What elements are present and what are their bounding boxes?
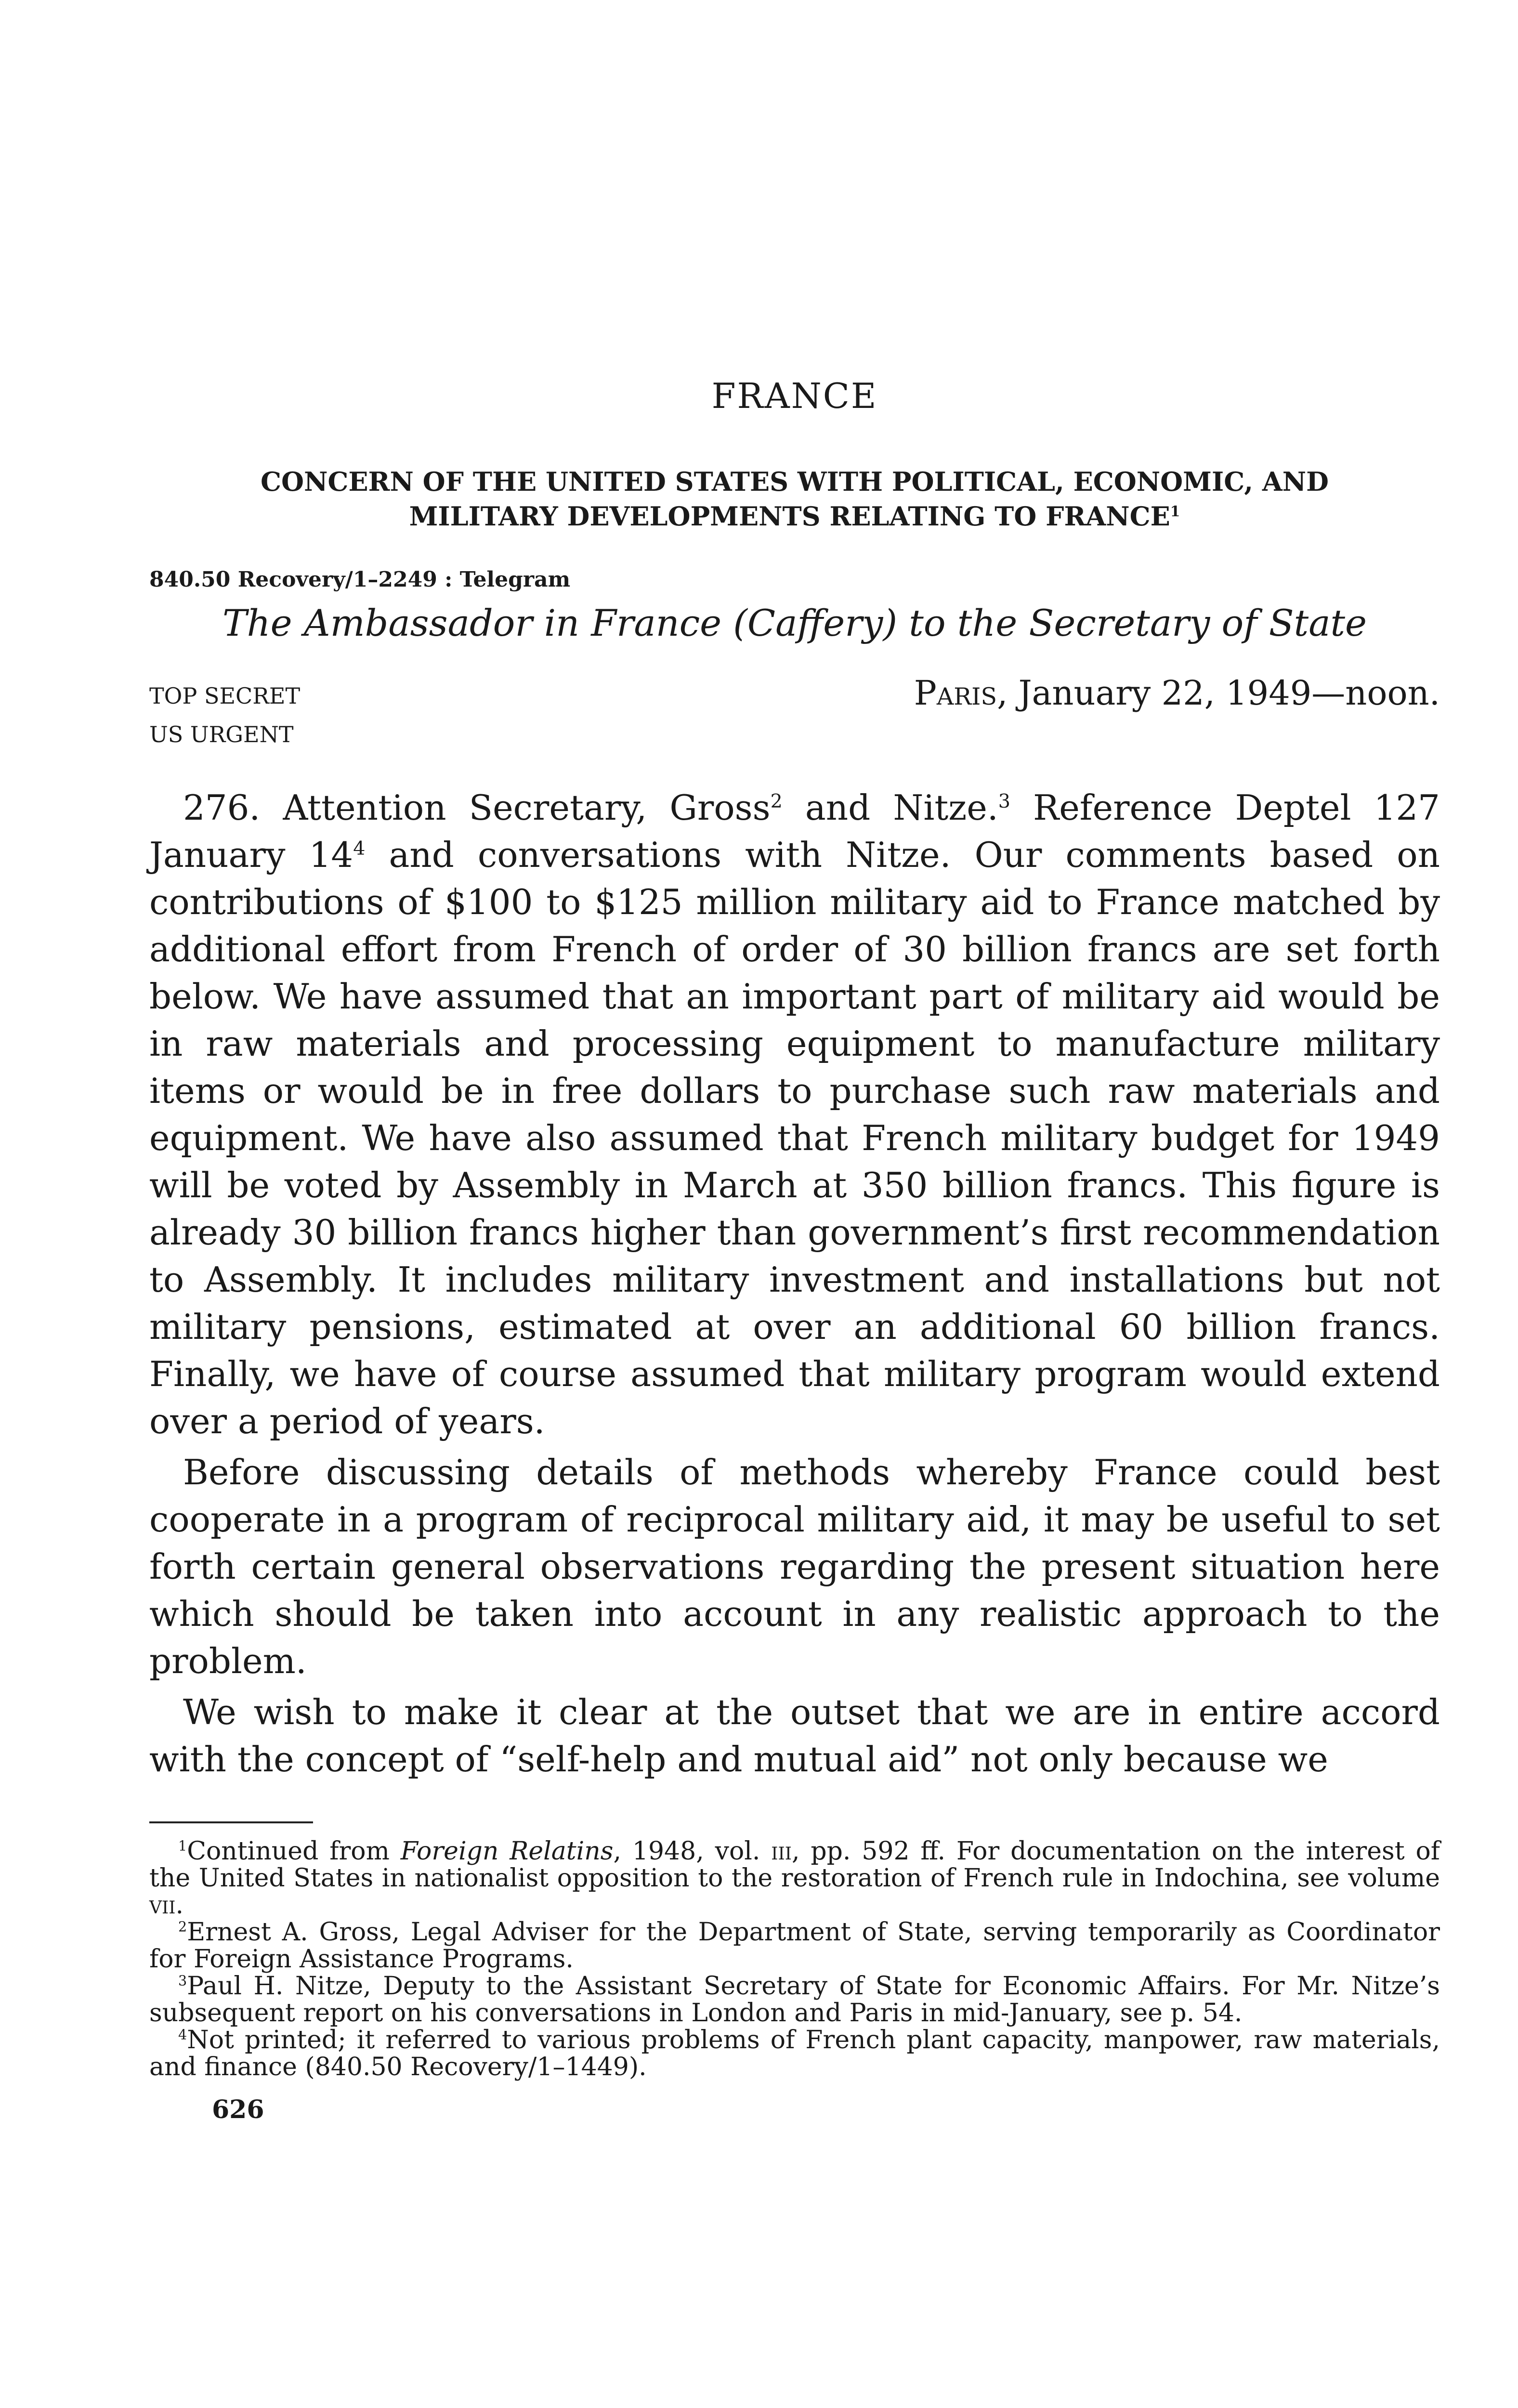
footnote-1-part-b: , 1948, vol. <box>613 1837 772 1866</box>
footnote-number: 4 <box>178 2026 187 2043</box>
subheading-line-1: CONCERN OF THE UNITED STATES WITH POLITICAL, ECONOMIC, AND <box>261 466 1329 497</box>
classification-urgent: US URGENT <box>149 721 294 747</box>
paragraph-3: We wish to make it clear at the outset that we are in entire accord with the concept of “self-help and mutual aid” not only because we <box>149 1692 1440 1780</box>
footnote-number: 1 <box>178 1837 187 1854</box>
paragraph-1-part-c: Reference Deptel 127 January 14 <box>149 787 1440 875</box>
chapter-heading: FRANCE <box>711 376 878 416</box>
footnote-1-series-title: Foreign Relatins <box>400 1837 614 1866</box>
footnotes <box>149 1838 1440 2081</box>
paragraph-2: Before discussing details of methods whereby France could best cooperate in a program of reciprocal military aid, it may be useful to set forth certain general observations regarding the present situation here which should be taken into account in any realistic approach to the problem. <box>149 1452 1440 1681</box>
footnote-4 <box>149 2027 1440 2081</box>
footnote-1-part-d: . <box>175 1891 183 1920</box>
footnote-2-text: Ernest A. Gross, Legal Adviser for the Department of State, serving temporarily as Coordinator for Foreign Assistance Programs. <box>149 1918 1440 1974</box>
footnote-4-text: Not printed; it referred to various problems of French plant capacity, manpower, raw materials, and finance (840.50 Recovery/1–1449). <box>149 2026 1440 2081</box>
dateline-date: , January 22, 1949—noon. <box>997 673 1440 713</box>
footnote-1-volume-2: vii <box>149 1891 176 1920</box>
footnote-3-text: Paul H. Nitze, Deputy to the Assistant Secretary of State for Economic Affairs. For Mr. Nitze’s subsequent report on his conversations in London and Paris in mid-January, see p. 54. <box>149 1972 1440 2028</box>
document-page <box>149 376 1440 2124</box>
footnote-number: 3 <box>178 1972 187 1989</box>
footnote-marker: 2 <box>770 790 783 812</box>
footnote-1 <box>149 1838 1440 1919</box>
footnote-number: 2 <box>178 1918 187 1935</box>
dateline-place: Paris <box>914 673 997 713</box>
footnote-marker: 4 <box>353 838 366 860</box>
telegram-body <box>149 784 1440 1783</box>
footnote-2 <box>149 1919 1440 1973</box>
paragraph-1-part-d: and conversations with Nitze. Our comments based on contributions of $100 to $125 million military aid to France matched by additional effort from French of order of 30 billion francs are set forth below. We have assumed that an important part of military aid would be in raw materials and processing equipment to manufacture military items or would be in free dollars to purchase such raw materials and equipment. We have also assumed that French military budget for 1949 will be voted by Assembly in March at 350 billion francs. This figure is already 30 billion francs higher than government’s first recommendation to Assembly. It includes military investment and installations but not military pensions, estimated at over an additional 60 billion francs. Finally, we have of course assumed that military program would extend over a period of years. <box>149 835 1440 1441</box>
document-title: The Ambassador in France (Caffery) to the Secretary of State <box>222 602 1367 644</box>
page-number: 626 <box>212 2095 264 2124</box>
footnote-1-part-c: , pp. 592 ff. For documentation on the interest of the United States in nationalist opposition to the restoration of French rule in Indochina, see volume <box>149 1837 1440 1893</box>
footnote-marker: 1 <box>1170 503 1180 520</box>
footnote-rule <box>149 1821 313 1823</box>
classification-top-secret: TOP SECRET <box>149 683 301 709</box>
footnote-3 <box>149 1973 1440 2027</box>
paragraph-1-part-a: 276. Attention Secretary, Gross <box>183 787 771 828</box>
dateline <box>914 673 1440 713</box>
file-reference: 840.50 Recovery/1–2249 : Telegram <box>149 567 571 592</box>
footnote-1-part-a: Continued from <box>187 1837 401 1866</box>
footnote-marker: 3 <box>998 790 1010 812</box>
section-subheading <box>149 464 1440 534</box>
paragraph-1 <box>149 784 1440 1445</box>
subheading-line-2-text: MILITARY DEVELOPMENTS RELATING TO FRANCE <box>409 501 1170 532</box>
paragraph-1-part-b: and Nitze. <box>782 787 998 828</box>
footnote-1-volume: iii <box>771 1837 792 1866</box>
subheading-line-2 <box>149 499 1440 534</box>
telegram-header <box>149 673 1440 760</box>
